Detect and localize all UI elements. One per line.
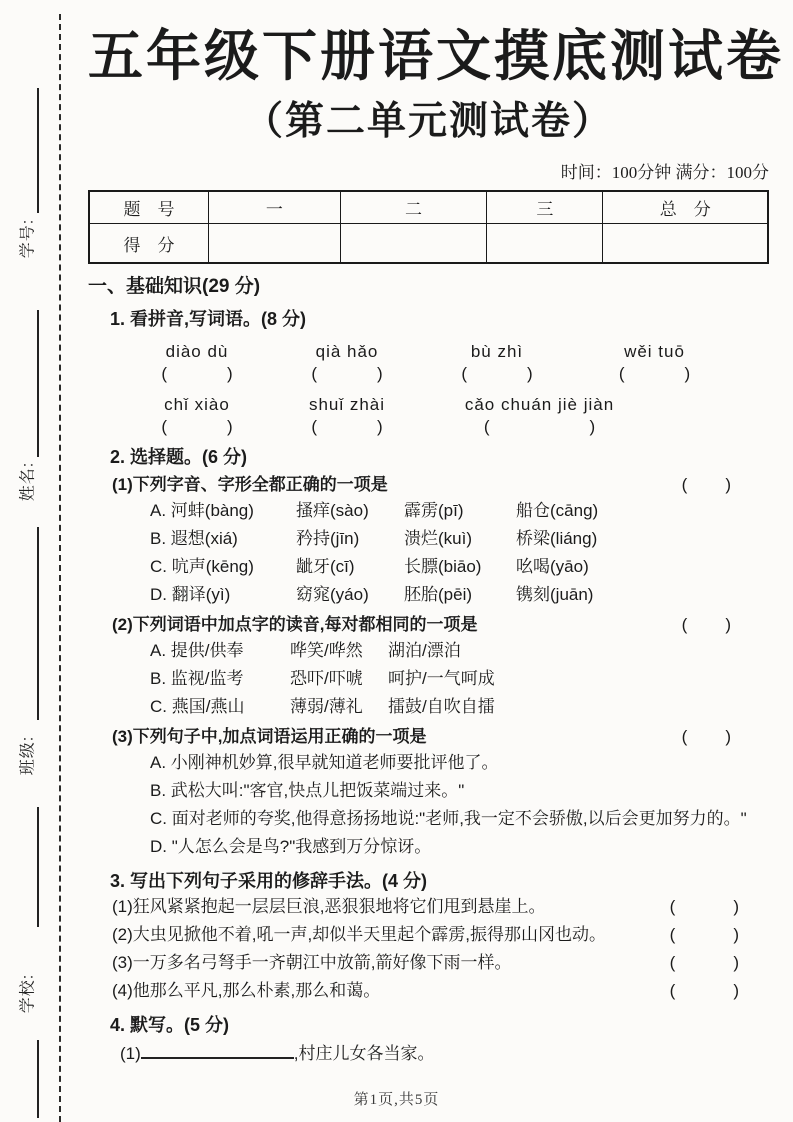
header-cell-part-three: 三 [487, 191, 603, 224]
answer-parens [670, 921, 739, 949]
option-cell: C. 吭声(kēng) [150, 557, 254, 576]
score-row-label: 得 分 [89, 224, 209, 264]
pinyin-word: cǎo chuán jiè jiàn [464, 395, 615, 414]
option-cell: 恐吓/吓唬 [290, 669, 363, 688]
option-cell: 矜持(jīn) [296, 529, 360, 548]
paren-close: ) [733, 981, 739, 1000]
paren-open: ( [311, 364, 317, 383]
paren-open: ( [311, 417, 317, 436]
option-cell: 胚胎(pēi) [404, 585, 473, 604]
paren-open: ( [461, 364, 467, 383]
option-row: A. 小刚神机妙算,很早就知道老师要批评他了。 [150, 753, 499, 772]
option-cell: 薄弱/薄礼 [290, 697, 363, 716]
student-info-fill-line [37, 527, 39, 720]
option-cell: 霹雳(pī) [404, 501, 464, 520]
paren-open: ( [483, 417, 490, 436]
pinyin-item [422, 394, 657, 437]
pinyin-item [272, 341, 422, 384]
option-cell: 船仓(cāng) [516, 501, 599, 520]
score-cell [340, 224, 487, 264]
pinyin-word: shuǐ zhài [308, 395, 386, 414]
header-cell-part-one: 一 [209, 191, 341, 224]
question-1-title: 1. 看拼音,写词语。(8 分) [110, 309, 307, 329]
pinyin-word: wěi tuō [624, 342, 685, 361]
dictation-item-row [120, 1041, 769, 1067]
option-cell: 桥梁(liáng) [516, 529, 598, 548]
header-cell-total: 总 分 [603, 191, 768, 224]
question-2-1-options [150, 497, 769, 609]
score-table-score-row [89, 224, 768, 264]
student-info-fill-line [37, 807, 39, 927]
section-one-heading: 一、基础知识(29 分) [88, 276, 261, 297]
rhetoric-item: (1)狂风紧紧抱起一层层巨浪,恶狠狠地将它们甩到悬崖上。 [112, 897, 546, 916]
rhetoric-item: (4)他那么平凡,那么朴素,那么和蔼。 [112, 981, 381, 1000]
option-cell: 长膘(biāo) [404, 557, 482, 576]
pinyin-item [572, 341, 737, 384]
pinyin-item [122, 394, 272, 437]
pinyin-item [272, 394, 422, 437]
option-cell: 呵护/一气呵成 [388, 669, 495, 688]
page-footer: 第1页,共5页 [353, 1092, 440, 1108]
paren-open: ( [669, 925, 676, 944]
paren-open: ( [681, 615, 688, 634]
paren-close: ) [589, 417, 596, 436]
question-2-2-stem-row [112, 612, 769, 637]
question-2-3-stem-row [112, 724, 769, 749]
student-info-fill-line [37, 310, 39, 457]
class-label: 班级: [19, 735, 37, 776]
item-number: (1) [120, 1044, 141, 1063]
paren-open: ( [669, 953, 676, 972]
answer-parens [670, 893, 739, 921]
answer-parens [422, 363, 572, 384]
answer-parens [682, 724, 731, 749]
option-cell: 镌刻(juān) [516, 585, 594, 604]
option-row: B. 武松大叫:"客官,快点儿把饭菜端过来。" [150, 781, 465, 800]
answer-parens [272, 363, 422, 384]
answer-parens [422, 416, 657, 437]
exam-meta: 时间：100分钟 满分：100分 [560, 163, 769, 182]
school-label: 学校: [19, 973, 37, 1014]
pinyin-row-1 [122, 341, 769, 384]
pinyin-word: chǐ xiào [164, 395, 230, 414]
answer-parens [122, 416, 272, 437]
score-table [88, 190, 769, 264]
header-cell-part-two: 二 [340, 191, 487, 224]
rhetoric-item-row [112, 893, 769, 921]
question-4-title: 4. 默写。(5 分) [110, 1015, 230, 1035]
paren-open: ( [161, 364, 167, 383]
option-cell: 溃烂(kuì) [404, 529, 472, 548]
question-stem: (1)下列字音、字形全都正确的一项是 [112, 475, 388, 494]
paren-close: ) [527, 364, 533, 383]
student-number-label: 学号: [19, 218, 37, 259]
pinyin-word: diào dù [165, 342, 229, 361]
student-name-label: 姓名: [19, 461, 37, 502]
score-cell [603, 224, 768, 264]
question-3-title: 3. 写出下列句子采用的修辞手法。(4 分) [110, 871, 428, 891]
paren-open: ( [681, 727, 688, 746]
paren-close: ) [733, 925, 739, 944]
rhetoric-item-row [112, 921, 769, 949]
answer-parens [122, 363, 272, 384]
paper-content [88, 0, 785, 1067]
paren-open: ( [669, 981, 676, 1000]
option-row: C. 面对老师的夸奖,他得意扬扬地说:"老师,我一定不会骄傲,以后会更加努力的。" [150, 809, 747, 828]
paren-close: ) [227, 417, 233, 436]
option-cell: B. 监视/监考 [150, 669, 244, 688]
pinyin-word: bù zhì [470, 342, 524, 361]
option-cell: 哗笑/哗然 [290, 641, 363, 660]
rhetoric-item: (2)大虫见掀他不着,吼一声,却似半天里起个霹雳,振得那山冈也动。 [112, 925, 606, 944]
pinyin-item [422, 341, 572, 384]
option-cell: A. 提供/供奉 [150, 641, 244, 660]
paren-open: ( [681, 475, 688, 494]
option-row: D. "人怎么会是鸟?"我感到万分惊讶。 [150, 837, 432, 856]
paren-close: ) [377, 364, 383, 383]
rhetoric-item-row [112, 949, 769, 977]
pinyin-item [122, 341, 272, 384]
pinyin-row-2 [122, 394, 769, 437]
paren-close: ) [733, 897, 739, 916]
paren-close: ) [725, 727, 731, 746]
score-cell [209, 224, 341, 264]
question-stem: (2)下列词语中加点字的读音,每对都相同的一项是 [112, 615, 478, 634]
question-stem: (3)下列句子中,加点词语运用正确的一项是 [112, 727, 427, 746]
option-cell: 窈窕(yáo) [296, 585, 369, 604]
option-cell: D. 翻译(yì) [150, 585, 231, 604]
answer-parens [272, 416, 422, 437]
question-2-title: 2. 选择题。(6 分) [110, 447, 248, 467]
paren-close: ) [377, 417, 383, 436]
dictation-blank [141, 1041, 294, 1059]
option-cell: 搔痒(sào) [296, 501, 369, 520]
page-title: 五年级下册语文摸底测试卷 [88, 26, 785, 87]
rhetoric-item-row [112, 977, 769, 1005]
option-cell: 湖泊/漂泊 [388, 641, 461, 660]
question-2-2-options [150, 637, 769, 721]
paren-close: ) [227, 364, 233, 383]
option-cell: 擂鼓/自吹自擂 [388, 697, 495, 716]
answer-parens [670, 977, 739, 1005]
score-table-header-row [89, 191, 768, 224]
binding-dashed-line [59, 14, 61, 1122]
paren-close: ) [725, 615, 731, 634]
answer-parens [682, 472, 731, 497]
option-cell: 吆喝(yāo) [516, 557, 589, 576]
answer-parens [682, 612, 731, 637]
pinyin-word: qià hǎo [315, 342, 379, 361]
student-info-fill-line [37, 88, 39, 213]
dictation-text: ,村庄儿女各当家。 [293, 1044, 435, 1063]
header-cell-question-number: 题 号 [89, 191, 209, 224]
option-cell: 龇牙(cī) [296, 557, 355, 576]
score-cell [487, 224, 603, 264]
question-2-1-stem-row [112, 472, 769, 497]
rhetoric-item: (3)一万多名弓弩手一齐朝江中放箭,箭好像下雨一样。 [112, 953, 512, 972]
option-cell: C. 燕国/燕山 [150, 697, 245, 716]
option-cell: A. 河蚌(bàng) [150, 501, 254, 520]
paren-open: ( [669, 897, 676, 916]
answer-parens [670, 949, 739, 977]
paren-close: ) [733, 953, 739, 972]
option-cell: B. 遐想(xiá) [150, 529, 238, 548]
paren-open: ( [618, 364, 625, 383]
paren-close: ) [725, 475, 731, 494]
page-subtitle: （第二单元测试卷） [243, 100, 613, 143]
paren-open: ( [161, 417, 167, 436]
question-2-3-options [150, 749, 769, 861]
paren-close: ) [684, 364, 691, 383]
answer-parens [572, 363, 737, 384]
